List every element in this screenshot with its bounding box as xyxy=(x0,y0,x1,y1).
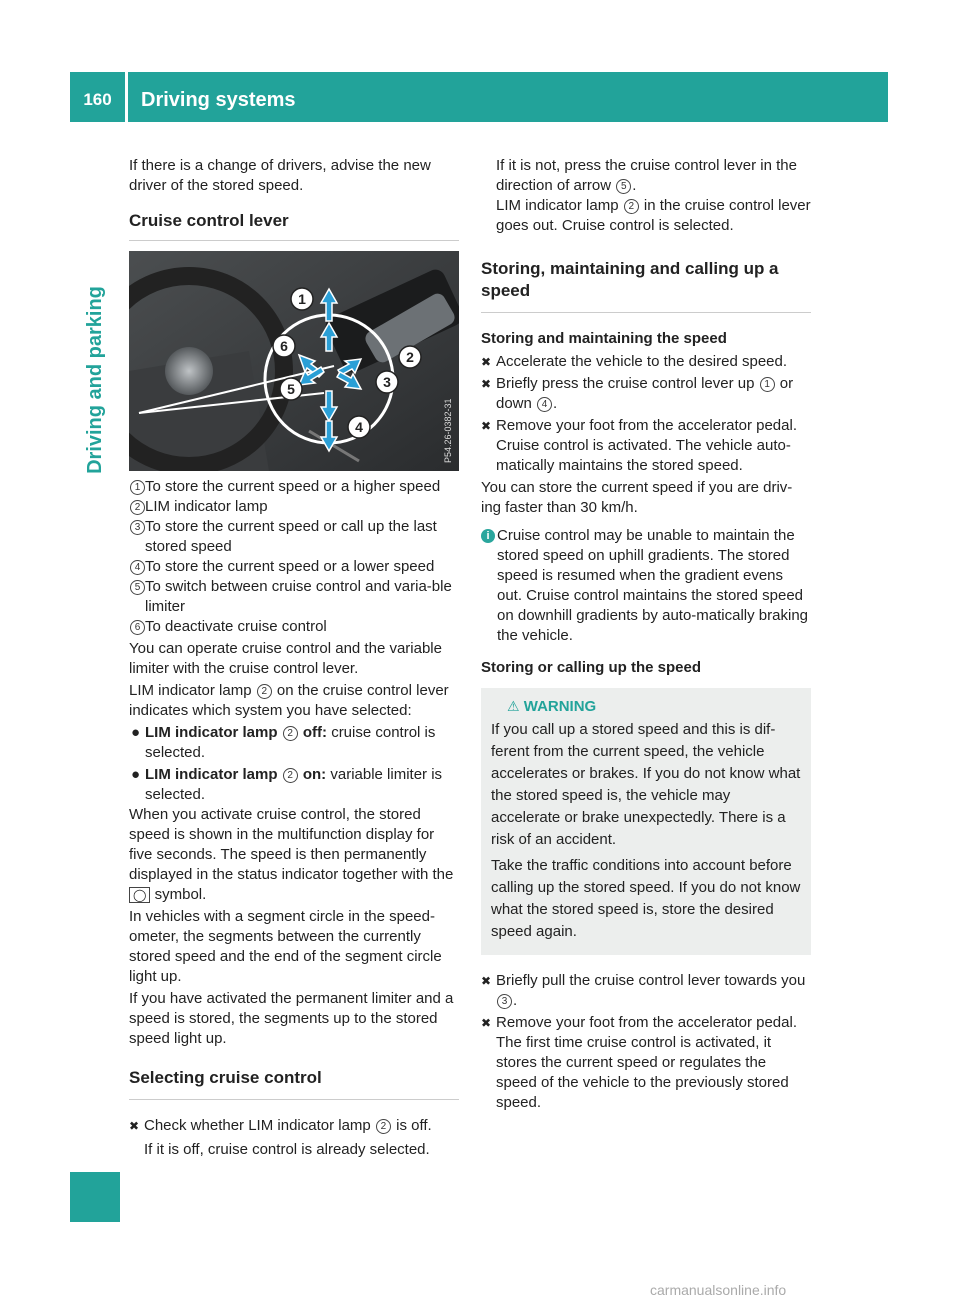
subheading-store-maintain: Storing and maintaining the speed xyxy=(481,330,727,347)
header-divider xyxy=(125,72,128,122)
step-item: ✖ Remove your foot from the accelerator pedal. Cruise control is activated. The vehicle auto-matically maintains the stored speed. xyxy=(481,417,797,474)
heading-cruise-lever: Cruise control lever xyxy=(129,211,289,230)
paragraph: LIM indicator lamp 2 on the cruise control lever indicates which system you have selected: xyxy=(129,682,449,719)
legend-item: 4 To store the current speed or a lower speed xyxy=(129,557,459,577)
bullet-item: ● LIM indicator lamp 2 off: cruise control is selected. xyxy=(131,724,436,761)
warning-box xyxy=(481,688,811,955)
callout-2: 2 xyxy=(406,349,414,365)
side-tab-block xyxy=(70,1172,120,1222)
info-icon: i xyxy=(481,529,495,543)
heading-selecting: Selecting cruise control xyxy=(129,1068,322,1087)
page-number: 160 xyxy=(83,90,112,109)
heading-rule xyxy=(129,1099,459,1100)
step-item: ✖ Accelerate the vehicle to the desired speed. xyxy=(481,353,788,370)
paragraph: If it is not, press the cruise control lever in the direction of arrow 5 . xyxy=(496,157,797,194)
cruise-lever-figure xyxy=(129,251,459,471)
callout-5: 5 xyxy=(287,381,295,397)
step-item: ✖ Remove your foot from the accelerator pedal. The first time cruise control is activated, it stores the current speed or regulates the speed of the vehicle to the previously stored speed. xyxy=(481,1014,797,1111)
cruise-symbol-icon: ◯ xyxy=(129,887,150,903)
paragraph: If you have activated the permanent limiter and a speed is stored, the segments up to the stored speed light up. xyxy=(129,990,454,1047)
bullet-item: ● LIM indicator lamp 2 on: variable limiter is selected. xyxy=(131,766,443,803)
paragraph: You can operate cruise control and the variable limiter with the cruise control lever. xyxy=(129,640,442,677)
right-column xyxy=(481,156,811,1113)
subheading-store-call: Storing or calling up the speed xyxy=(481,659,702,676)
step-item: ✖ Briefly press the cruise control lever up 1 or down 4 . xyxy=(481,375,794,412)
legend-item: 5 To switch between cruise control and varia-ble limiter xyxy=(129,577,459,617)
heading-rule xyxy=(481,312,811,313)
paragraph: When you activate cruise control, the stored speed is shown in the multifunction display for five seconds. The speed is then permanently displayed in the status indicator together with the ◯ symbol. xyxy=(129,806,454,903)
watermark-text: carmanualsonline.info xyxy=(650,1282,787,1298)
warning-title: WARNING xyxy=(523,698,597,715)
heading-rule xyxy=(129,240,459,241)
paragraph: You can store the current speed if you are driv-ing faster than 30 km/h. xyxy=(481,479,793,516)
callout-1: 1 xyxy=(298,291,306,307)
legend-item: 1 To store the current speed or a higher speed xyxy=(129,477,459,497)
legend-list xyxy=(129,477,459,637)
paragraph: LIM indicator lamp 2 in the cruise control lever goes out. Cruise control is selected. xyxy=(496,197,811,234)
warning-text: If you call up a stored speed and this is dif-ferent from the current speed, the vehicle accelerates or brakes. If you do not know what the stored speed is, the vehicle may accelerate or brake unexpectedly. There is a risk of an accident. xyxy=(491,721,801,848)
step-item: ✖ Briefly pull the cruise control lever towards you 3 . xyxy=(481,972,806,1009)
side-tab-label: Driving and parking xyxy=(84,286,106,474)
legend-item: 6 To deactivate cruise control xyxy=(129,617,459,637)
legend-item: 3 To store the current speed or call up the last stored speed xyxy=(129,517,459,557)
section-title: Driving systems xyxy=(141,89,296,111)
legend-item: 2 LIM indicator lamp xyxy=(129,497,459,517)
callout-6: 6 xyxy=(280,338,288,354)
heading-storing: Storing, maintaining and calling up a speed xyxy=(481,259,779,300)
info-note: i Cruise control may be unable to maintain the stored speed on uphill gradients. The stored speed is resumed when the gradient evens out. Cruise control maintains the stored speed on downhill gradients by auto-matically braking the vehicle. xyxy=(481,526,811,646)
step-item: ✖ Check whether LIM indicator lamp 2 is off. xyxy=(129,1117,432,1134)
paragraph: In vehicles with a segment circle in the speed-ometer, the segments between the currently stored speed and the end of the segment circle light up. xyxy=(129,908,442,985)
intro-text: If there is a change of drivers, advise the new driver of the stored speed. xyxy=(129,157,431,194)
figure-code: P54.26-0382-31 xyxy=(443,398,453,463)
lever-illustration xyxy=(129,251,459,471)
step-result: If it is off, cruise control is already selected. xyxy=(144,1141,430,1158)
callout-3: 3 xyxy=(383,374,391,390)
warning-text: Take the traffic conditions into account before calling up the stored speed. If you do not know what the stored speed is, store the desired speed again. xyxy=(491,857,801,940)
left-column xyxy=(129,156,459,1160)
callout-4: 4 xyxy=(355,419,363,435)
warning-icon: ⚠ xyxy=(507,698,520,714)
